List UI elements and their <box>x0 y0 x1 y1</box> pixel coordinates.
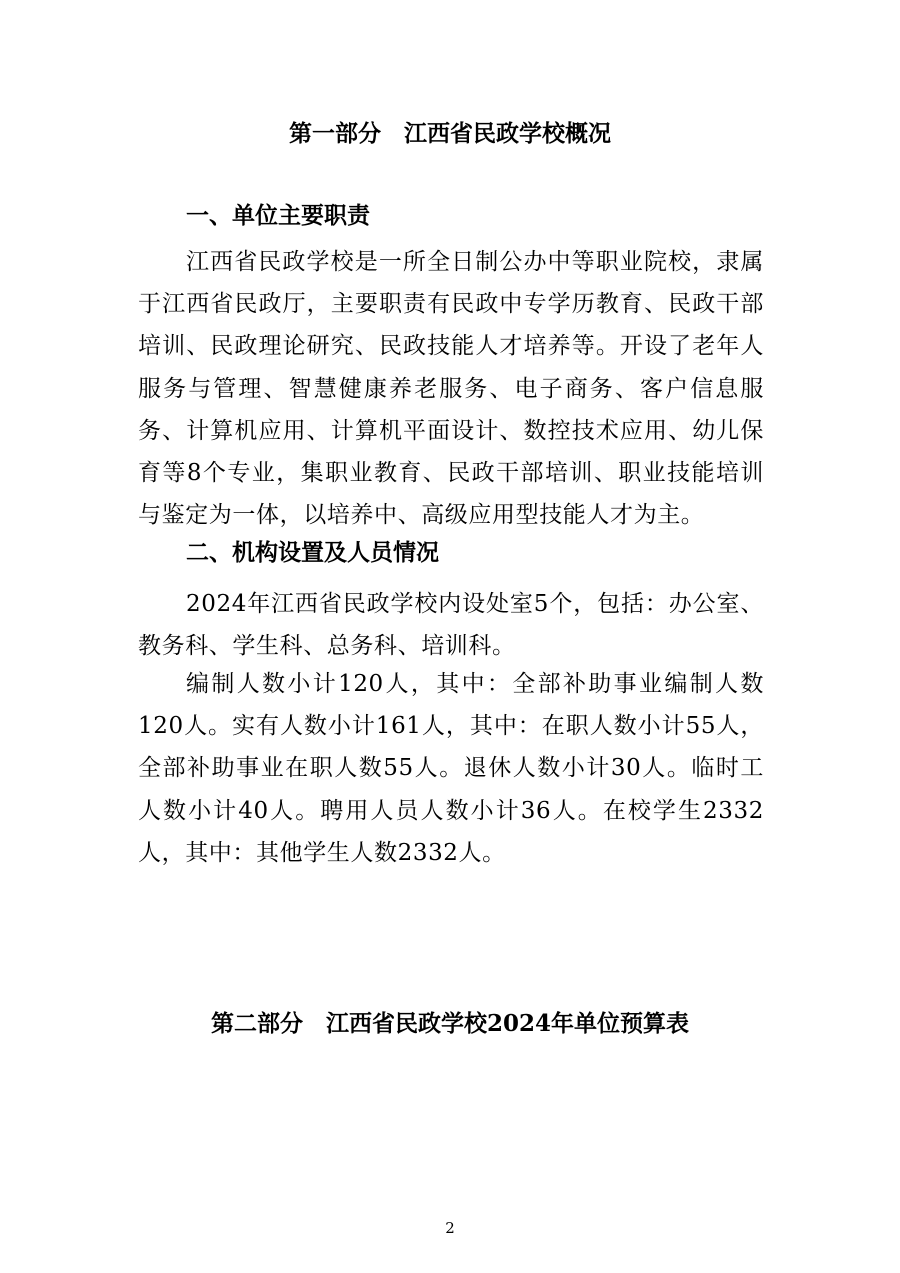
page-number: 2 <box>445 1219 455 1237</box>
staffing-paragraph: 编制人数小计120人，其中：全部补助事业编制人数120人。实有人数小计161人，其中：在职人数小计55人，全部补助事业在职人数55人。退休人数小计30人。临时工人数小计40人。聘用人员人数小计36人。在校学生2332人，其中：其他学生人数2332人。 <box>138 671 764 866</box>
duties-paragraph: 江西省民政学校是一所全日制公办中等职业院校，隶属于江西省民政厅，主要职责有民政中专学历教育、民政干部培训、民政理论研究、民政技能人才培养等。开设了老年人服务与管理、智慧健康养老服务、电子商务、客户信息服务、计算机应用、计算机平面设计、数控技术应用、幼儿保育等8个专业，集职业教育、民政干部培训、职业技能培训与鉴定为一体，以培养中、高级应用型技能人才为主。 <box>138 249 764 529</box>
departments-paragraph: 2024年江西省民政学校内设处室5个，包括：办公室、教务科、学生科、总务科、培训科。 <box>138 591 764 660</box>
section2-heading: 二、机构设置及人员情况 <box>186 539 439 566</box>
section1-heading: 一、单位主要职责 <box>186 202 370 229</box>
part2-title: 第二部分 江西省民政学校2024年单位预算表 <box>210 1010 689 1037</box>
part1-title: 第一部分 江西省民政学校概况 <box>289 120 611 147</box>
